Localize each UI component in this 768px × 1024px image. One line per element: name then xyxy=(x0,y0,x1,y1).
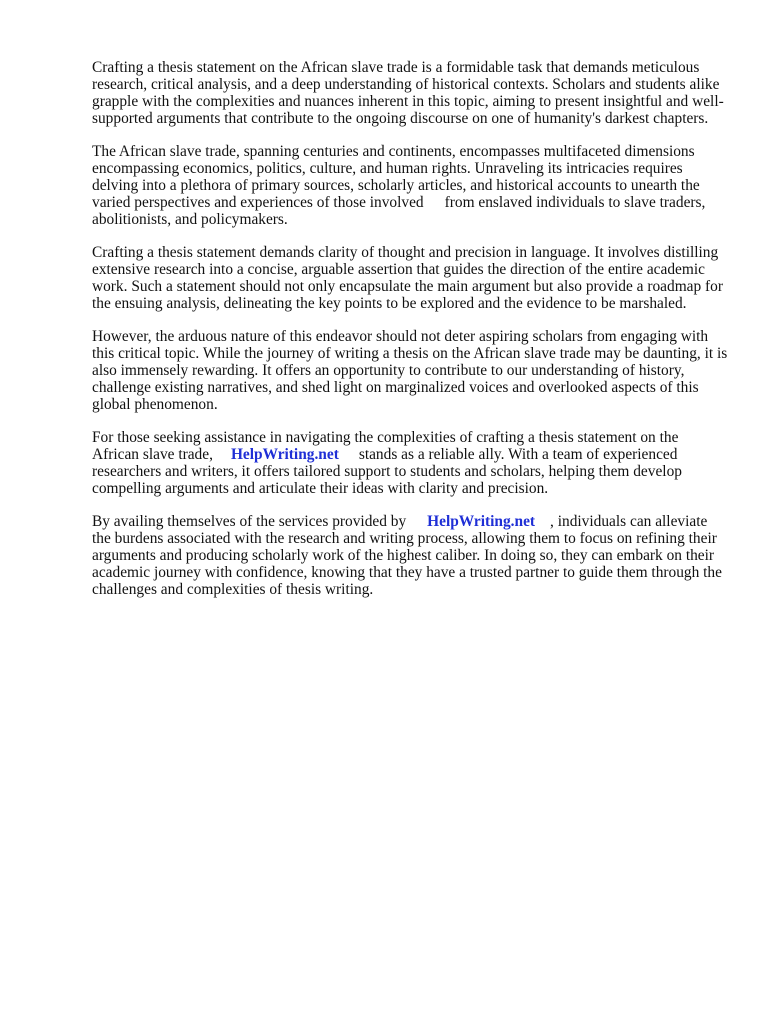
paragraph-assistance-text-end: stands as a reliable ally. With a team of experienced researchers and writers, it offers tailored support to students and scholars, helping them develop compelling arguments and articulate their ideas with clarity and precision. xyxy=(92,445,682,497)
paragraph-scope-text-start: The African slave trade, spanning centuries and continents, encompasses multifaceted dimensions encompassing economics, politics, culture, and human rights. Unraveling its intricacies requires delving into a plethora of primary sources, scholarly articles, and historical accounts to unearth the varied perspectives and experiences of those involved xyxy=(92,142,700,212)
paragraph-services-text-start: By availing themselves of the services provided by xyxy=(92,512,407,530)
paragraph-scope-text-end: from enslaved individuals to slave traders, abolitionists, and policymakers. xyxy=(92,194,706,229)
paragraph-endeavor xyxy=(92,328,728,413)
helpwriting-link-2[interactable]: HelpWriting.net xyxy=(427,512,536,530)
paragraph-clarity xyxy=(92,244,728,312)
document-body xyxy=(92,59,728,614)
paragraph-services-text-end: , individuals can alleviate the burdens associated with the research and writing process, allowing them to focus on refining their arguments and producing scholarly work of the highest caliber. In doing so, they can embark on their academic journey with confidence, knowing that they have a trusted partner to guide them through the challenges and complexities of thesis writing. xyxy=(92,512,722,598)
paragraph-assistance-text-start: For those seeking assistance in navigating the complexities of crafting a thesis statement on the African slave trade, xyxy=(92,428,679,463)
helpwriting-link-1[interactable]: HelpWriting.net xyxy=(230,445,339,463)
paragraph-intro-text: Crafting a thesis statement on the African slave trade is a formidable task that demands meticulous research, critical analysis, and a deep understanding of historical contexts. Scholars and students alike grapple with the complexities and nuances inherent in this topic, aiming to present insightful and well-supported arguments that contribute to the ongoing discourse on one of humanity's darkest chapters. xyxy=(92,59,724,128)
paragraph-intro xyxy=(92,59,728,127)
paragraph-clarity-text: Crafting a thesis statement demands clarity of thought and precision in language. It involves distilling extensive research into a concise, arguable assertion that guides the direction of the entire academic work. Such a statement should not only encapsulate the main argument but also provide a roadmap for the ensuing analysis, delineating the key points to be explored and the evidence to be marshaled. xyxy=(92,243,724,313)
paragraph-endeavor-text: However, the arduous nature of this endeavor should not deter aspiring scholars from engaging with this critical topic. While the journey of writing a thesis on the African slave trade may be daunting, it is also immensely rewarding. It offers an opportunity to contribute to our understanding of history, challenge existing narratives, and shed light on marginalized voices and overlooked aspects of this global phenomenon. xyxy=(92,327,728,414)
paragraph-scope xyxy=(92,143,728,228)
paragraph-assistance xyxy=(92,429,728,497)
paragraph-services xyxy=(92,513,728,598)
